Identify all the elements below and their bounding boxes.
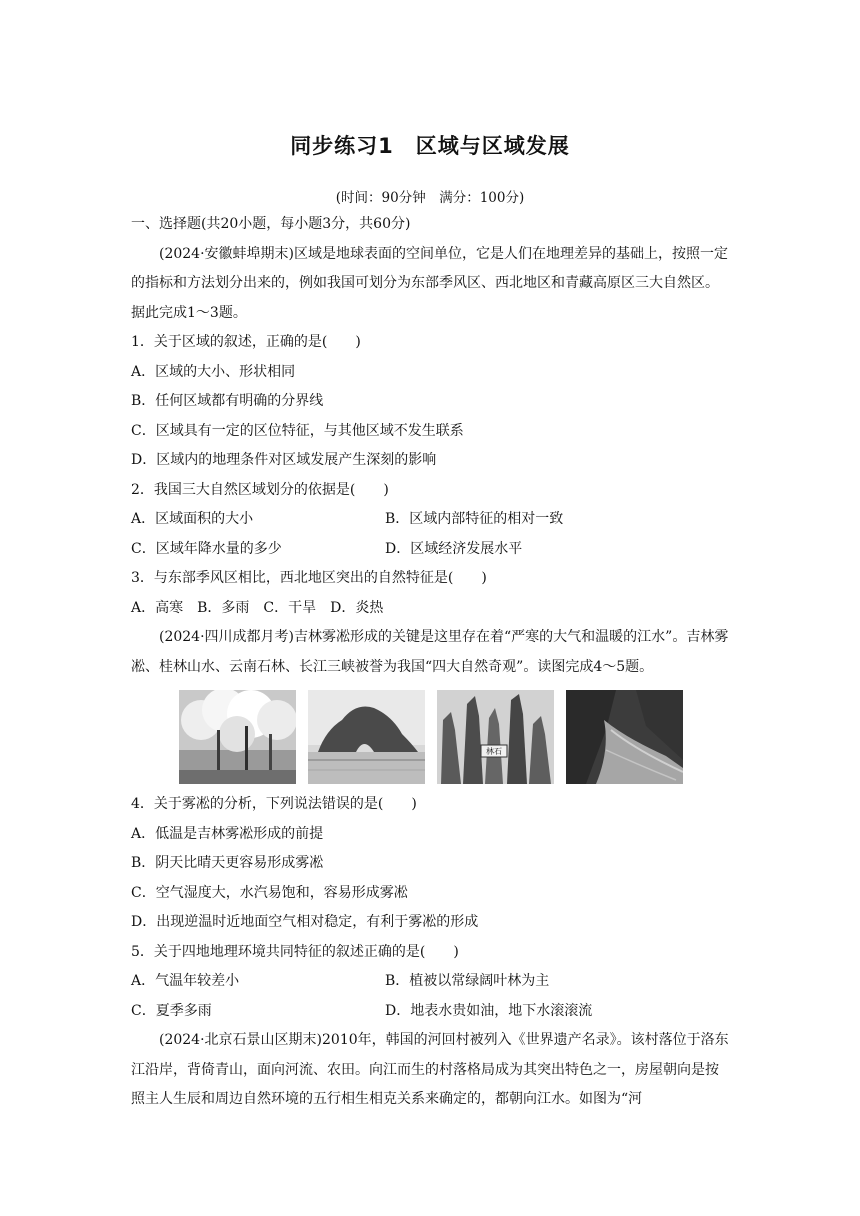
content <box>131 210 731 1115</box>
question-1-stem: 1．关于区域的叙述，正确的是( ) <box>131 334 361 350</box>
question-5-option-c: C．夏季多雨 <box>131 1002 212 1019</box>
intro-passage-2: (2024·四川成都月考)吉林雾凇形成的关键是这里存在着“严寒的大气和温暖的江水”。吉林雾凇、桂林山水、云南石林、长江三峡被誉为我国“四大自然奇观”。读图完成4～5题。 <box>131 629 729 675</box>
question-1-option-a: A．区域的大小、形状相同 <box>131 363 296 380</box>
question-2-stem: 2．我国三大自然区域划分的依据是( ) <box>131 481 389 498</box>
question-5-option-b: B．植被以常绿阔叶林为主 <box>385 973 550 989</box>
photo-strip <box>131 690 731 784</box>
question-2-option-c: C．区域年降水量的多少 <box>131 540 282 557</box>
question-5-stem: 5．关于四地地理环境共同特征的叙述正确的是( ) <box>131 943 459 960</box>
question-5-options-row-1 <box>131 967 731 997</box>
intro-passage-3: (2024·北京石景山区期末)2010年，韩国的河回村被列入《世界遗产名录》。该村落位于洛东江沿岸，背倚青山，面向河流、农田。向江而生的村落格局成为其突出特色之一，房屋朝向是按照主人生辰和周边自然环境的五行相生相克关系来确定的，都朝向江水。如图为“河 <box>131 1032 729 1107</box>
question-4-option-b: B．阴天比晴天更容易形成雾凇 <box>131 855 324 871</box>
question-5-option-a: A．气温年较差小 <box>131 973 240 989</box>
section-heading: 一、选择题(共20小题，每小题3分，共60分) <box>131 216 411 232</box>
question-3-stem: 3．与东部季风区相比，西北地区突出的自然特征是( ) <box>131 570 487 586</box>
question-1-option-d: D．区域内的地理条件对区域发展产生深刻的影响 <box>131 452 437 468</box>
intro-passage-1: (2024·安徽蚌埠期末)区域是地球表面的空间单位，它是人们在地理差异的基础上，按照一定的指标和方法划分出来的，例如我国可划分为东部季风区、西北地区和青藏高原区三大自然区。据此完成1～3题。 <box>131 245 729 321</box>
three-gorges-photo <box>566 690 683 784</box>
question-5-option-d: D．地表水贵如油，地下水滚滚流 <box>385 1002 593 1019</box>
page-title: 同步练习1 区域与区域发展 <box>290 134 570 158</box>
question-2-options-row-1 <box>131 505 731 535</box>
question-5-options-row-2 <box>131 997 731 1027</box>
guilin-karst-photo <box>308 690 425 784</box>
exam-info: (时间：90分钟 满分：100分) <box>335 190 525 206</box>
question-3-options: A．高寒 B．多雨 C．干旱 D．炎热 <box>131 599 384 616</box>
question-4-option-d: D．出现逆温时近地面空气相对稳定，有利于雾凇的形成 <box>131 914 479 930</box>
stone-forest-photo <box>437 690 554 784</box>
question-4-option-c: C．空气湿度大，水汽易饱和，容易形成雾凇 <box>131 884 408 901</box>
question-4-option-a: A．低温是吉林雾凇形成的前提 <box>131 825 324 842</box>
question-2-option-a: A．区域面积的大小 <box>131 511 254 527</box>
stone-forest-sign-text: 林石 <box>486 747 502 756</box>
rime-trees-photo <box>179 690 296 784</box>
question-4-stem: 4．关于雾凇的分析，下列说法错误的是( ) <box>131 796 417 812</box>
question-2-option-b: B．区域内部特征的相对一致 <box>385 511 564 527</box>
question-2-option-d: D．区域经济发展水平 <box>385 540 523 557</box>
question-1-option-b: B．任何区域都有明确的分界线 <box>131 393 324 409</box>
question-2-options-row-2 <box>131 535 731 565</box>
question-1-option-c: C．区域具有一定的区位特征，与其他区域不发生联系 <box>131 422 464 439</box>
